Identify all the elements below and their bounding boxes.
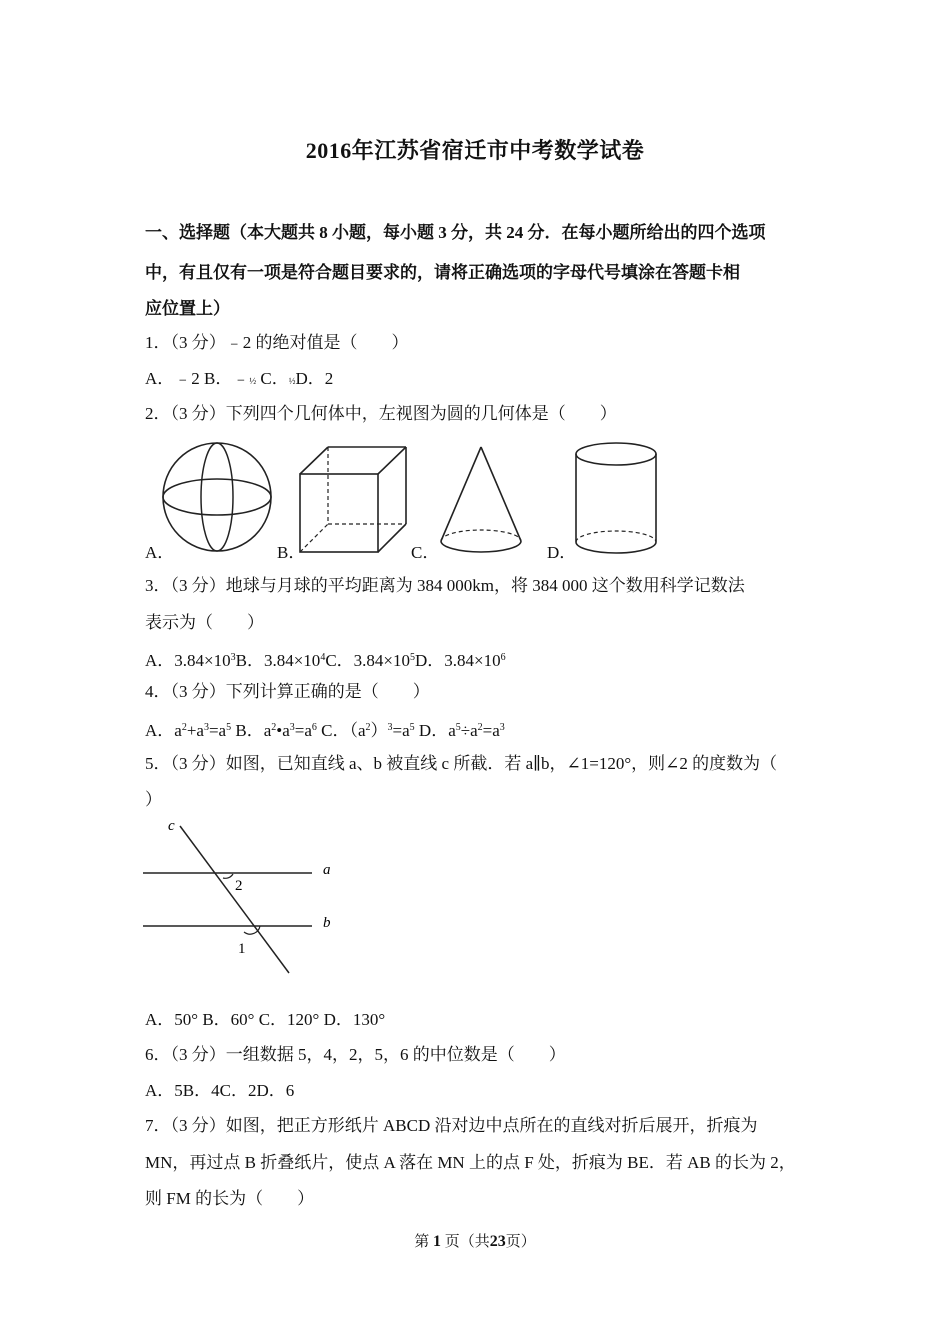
footer-suffix: 页） xyxy=(505,1234,536,1250)
fig-label-angle-2: 2 xyxy=(235,878,243,894)
q4-text: •a xyxy=(276,721,290,740)
question-1-options xyxy=(145,368,810,392)
question-6-stem: 6．（3 分）一组数据 5，4，2，5，6 的中位数是（ ） xyxy=(145,1045,566,1064)
q1-option-a-b: A．﹣2 B． xyxy=(145,369,233,388)
q4-text: =a xyxy=(392,721,410,740)
q1-option-c: C． xyxy=(260,369,289,388)
exp: 5 xyxy=(455,722,461,733)
question-5-stem-line-1: 5．（3 分）如图，已知直线 a、b 被直线 c 所截．若 a∥b，∠1=120°，则∠2 的度数为（ xyxy=(145,754,778,773)
fig-label-angle-1: 1 xyxy=(238,941,246,957)
q3-option-d-exponent: 6 xyxy=(500,652,506,663)
q4-option-c: C．（a xyxy=(316,721,366,740)
q3-option-c-exponent: 5 xyxy=(410,652,415,663)
q2-label-c: C． xyxy=(411,543,440,562)
question-7-stem-line-2: MN，再过点 B 折叠纸片，使点 A 落在 MN 上的点 F 处，折痕为 BE．若 AB 的长为 2， xyxy=(145,1153,796,1172)
q3-option-d: D．3.84×10 xyxy=(415,651,501,670)
q3-option-c: C．3.84×10 xyxy=(325,651,410,670)
exp: 2 xyxy=(365,722,371,733)
q4-text: ÷a xyxy=(460,721,478,740)
q1-fraction-half-2: ½ xyxy=(288,376,296,386)
section-heading-line-2: 中，有且仅有一项是符合题目要求的，请将正确选项的字母代号填涂在答题卡相 xyxy=(145,263,740,282)
fig-label-a: a xyxy=(323,862,331,878)
question-5-options: A．50° B．60° C．120° D．130° xyxy=(145,1010,386,1029)
exp: 3 xyxy=(387,722,393,733)
question-4-stem: 4．（3 分）下列计算正确的是（ ） xyxy=(145,682,430,701)
q3-option-a: A．3.84×10 xyxy=(145,651,231,670)
q4-option-d: D．a xyxy=(414,721,456,740)
question-7-stem-line-1: 7．（3 分）如图，把正方形纸片 ABCD 沿对边中点所在的直线对折后展开，折痕为 xyxy=(145,1116,758,1135)
footer-prefix: 第 xyxy=(414,1234,430,1250)
section-heading-line-3: 应位置上） xyxy=(145,299,230,318)
q4-text: =a xyxy=(294,721,312,740)
page-footer xyxy=(0,1230,950,1251)
question-1-stem: 1．（3 分）﹣2 的绝对值是（ ） xyxy=(145,333,409,352)
footer-middle: 页（共 xyxy=(444,1234,490,1250)
q3-option-b-exponent: 4 xyxy=(320,652,326,663)
sphere-figure xyxy=(160,440,280,560)
exp: 3 xyxy=(289,722,295,733)
parallel-lines-figure xyxy=(140,812,350,982)
exp: 2 xyxy=(271,722,277,733)
question-2-stem: 2．（3 分）下列四个几何体中，左视图为圆的几何体是（ ） xyxy=(145,404,617,423)
q1-option-d: D．2 xyxy=(295,369,334,388)
exp: 2 xyxy=(181,722,187,733)
exp: 2 xyxy=(477,722,483,733)
q4-option-a: A．a xyxy=(145,721,182,740)
q4-text: =a xyxy=(482,721,500,740)
q2-label-a: A． xyxy=(145,543,175,562)
question-3-stem-line-2: 表示为（ ） xyxy=(145,613,264,632)
cube-figure xyxy=(295,444,415,559)
q4-text: =a xyxy=(208,721,227,740)
question-4-options xyxy=(145,717,810,742)
exp: 3 xyxy=(203,722,209,733)
question-7-stem-line-3: 则 FM 的长为（ ） xyxy=(145,1189,315,1208)
q4-option-b: B．a xyxy=(231,721,272,740)
q2-label-d: D． xyxy=(547,543,577,562)
q4-text: +a xyxy=(186,721,204,740)
q2-label-b: B． xyxy=(277,543,306,562)
q4-text: ） xyxy=(370,721,388,740)
fig-label-b: b xyxy=(323,915,331,931)
question-3-options xyxy=(145,647,810,672)
question-3-stem-line-1: 3．（3 分）地球与月球的平均距离为 384 000km，将 384 000 这个数用科学记数法 xyxy=(145,576,745,595)
footer-total-pages: 23 xyxy=(489,1233,506,1250)
section-heading-line-1: 一、选择题（本大题共 8 小题，每小题 3 分，共 24 分．在每小题所给出的四个选项 xyxy=(145,223,766,242)
question-6-options: A．5B．4C．2D．6 xyxy=(145,1081,295,1100)
cylinder-figure xyxy=(570,440,665,560)
q3-option-a-exponent: 3 xyxy=(230,652,236,663)
q3-option-b: B．3.84×10 xyxy=(235,651,321,670)
exp: 6 xyxy=(311,722,317,733)
q1-fraction-half: ½ xyxy=(249,376,257,386)
fig-label-c: c xyxy=(168,818,175,834)
q1-option-b-minus: ﹣ xyxy=(232,369,250,388)
question-5-stem-line-2: ） xyxy=(145,790,162,809)
page-title: 2016年江苏省宿迁市中考数学试卷 xyxy=(305,138,645,163)
exp: 5 xyxy=(409,722,415,733)
exp: 3 xyxy=(499,722,505,733)
cone-figure xyxy=(435,444,530,559)
exp: 5 xyxy=(226,722,232,733)
footer-page-number: 1 xyxy=(432,1233,441,1250)
